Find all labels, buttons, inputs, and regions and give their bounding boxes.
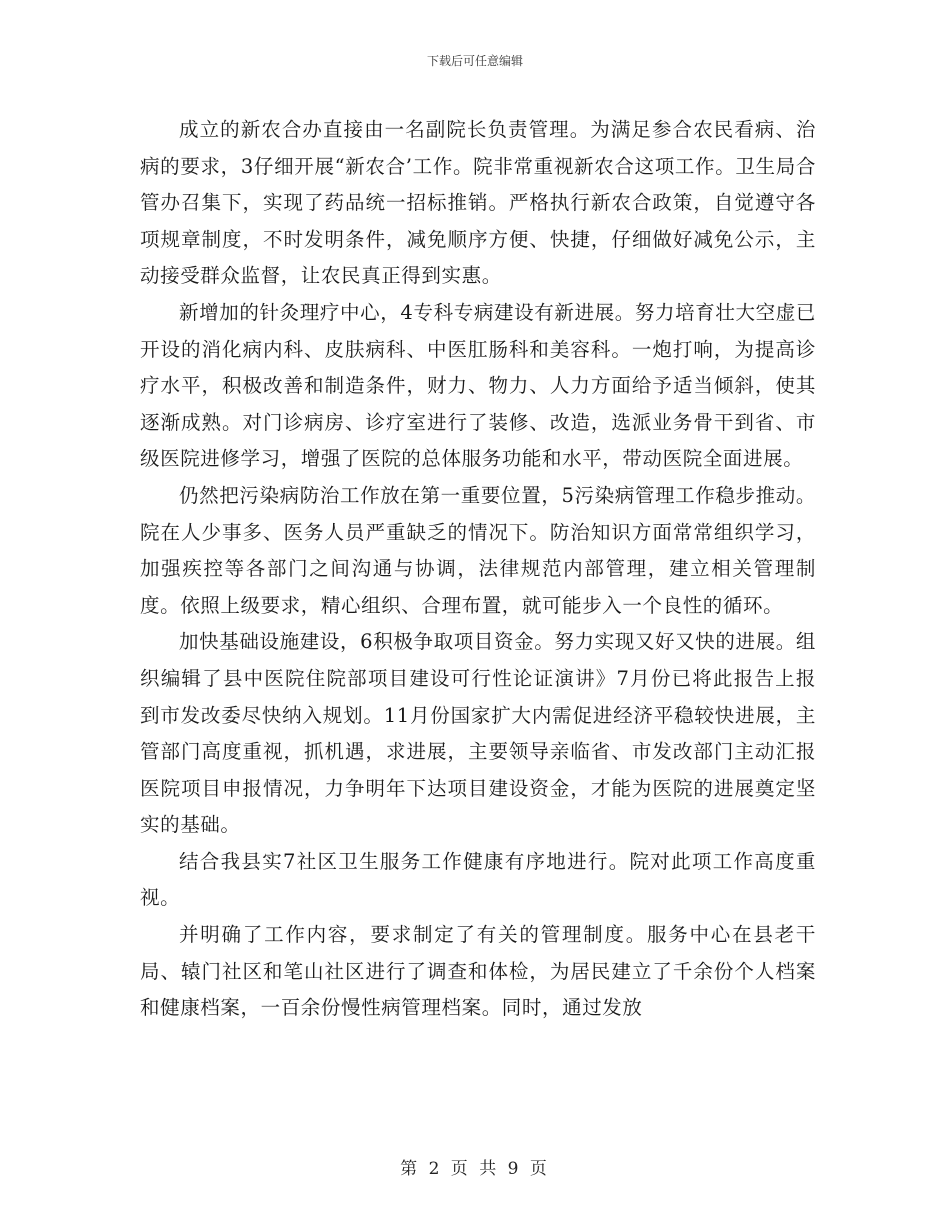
document-body [140, 112, 816, 1027]
page-header: 下载后可任意编辑 [426, 54, 523, 68]
paragraph-3: 仍然把污染病防治工作放在第一重要位置，5污染病管理工作稳步推动。院在人少事多、医务人员严重缺乏的情况下。防治知识方面常常组织学习，加强疾控等各部门之间沟通与协调，法律规范内部管理，建立相关管理制度。依照上级要求，精心组织、合理布置，就可能步入一个良性的循环。 [140, 483, 816, 617]
page-footer: 第 2 页 共 9 页 [400, 1159, 550, 1179]
paragraph-5: 结合我县实7社区卫生服务工作健康有序地进行。院对此项工作高度重视。 [140, 849, 816, 910]
paragraph-4: 加快基础设施建设，6积极争取项目资金。努力实现又好又快的进展。组织编辑了县中医院住院部项目建设可行性论证演讲》7月份已将此报告上报到市发改委尽快纳入规划。11月份国家扩大内需促进经济平稳较快进展，主管部门高度重视，抓机遇，求进展，主要领导亲临省、市发改部门主动汇报医院项目申报情况，力争明年下达项目建设资金，才能为医院的进展奠定坚实的基础。 [140, 630, 816, 837]
paragraph-2: 新增加的针灸理疗中心，4专科专病建设有新进展。努力培育壮大空虚已开设的消化病内科、皮肤病科、中医肛肠科和美容科。一炮打响，为提高诊疗水平，积极改善和制造条件，财力、物力、人力方面给予适当倾斜，使其逐渐成熟。对门诊病房、诊疗室进行了装修、改造，选派业务骨干到省、市级医院进修学习，增强了医院的总体服务功能和水平，带动医院全面进展。 [140, 300, 816, 471]
paragraph-6: 并明确了工作内容，要求制定了有关的管理制度。服务中心在县老干局、辕门社区和笔山社区进行了调查和体检，为居民建立了千余份个人档案和健康档案，一百余份慢性病管理档案。同时，通过发放 [140, 923, 816, 1020]
paragraph-1: 成立的新农合办直接由一名副院长负责管理。为满足参合农民看病、治病的要求，3仔细开展“新农合’工作。院非常重视新农合这项工作。卫生局合管办召集下，实现了药品统一招标推销。严格执行新农合政策，自觉遵守各项规章制度，不时发明条件，减免顺序方便、快捷，仔细做好减免公示，主动接受群众监督，让农民真正得到实惠。 [140, 118, 816, 288]
